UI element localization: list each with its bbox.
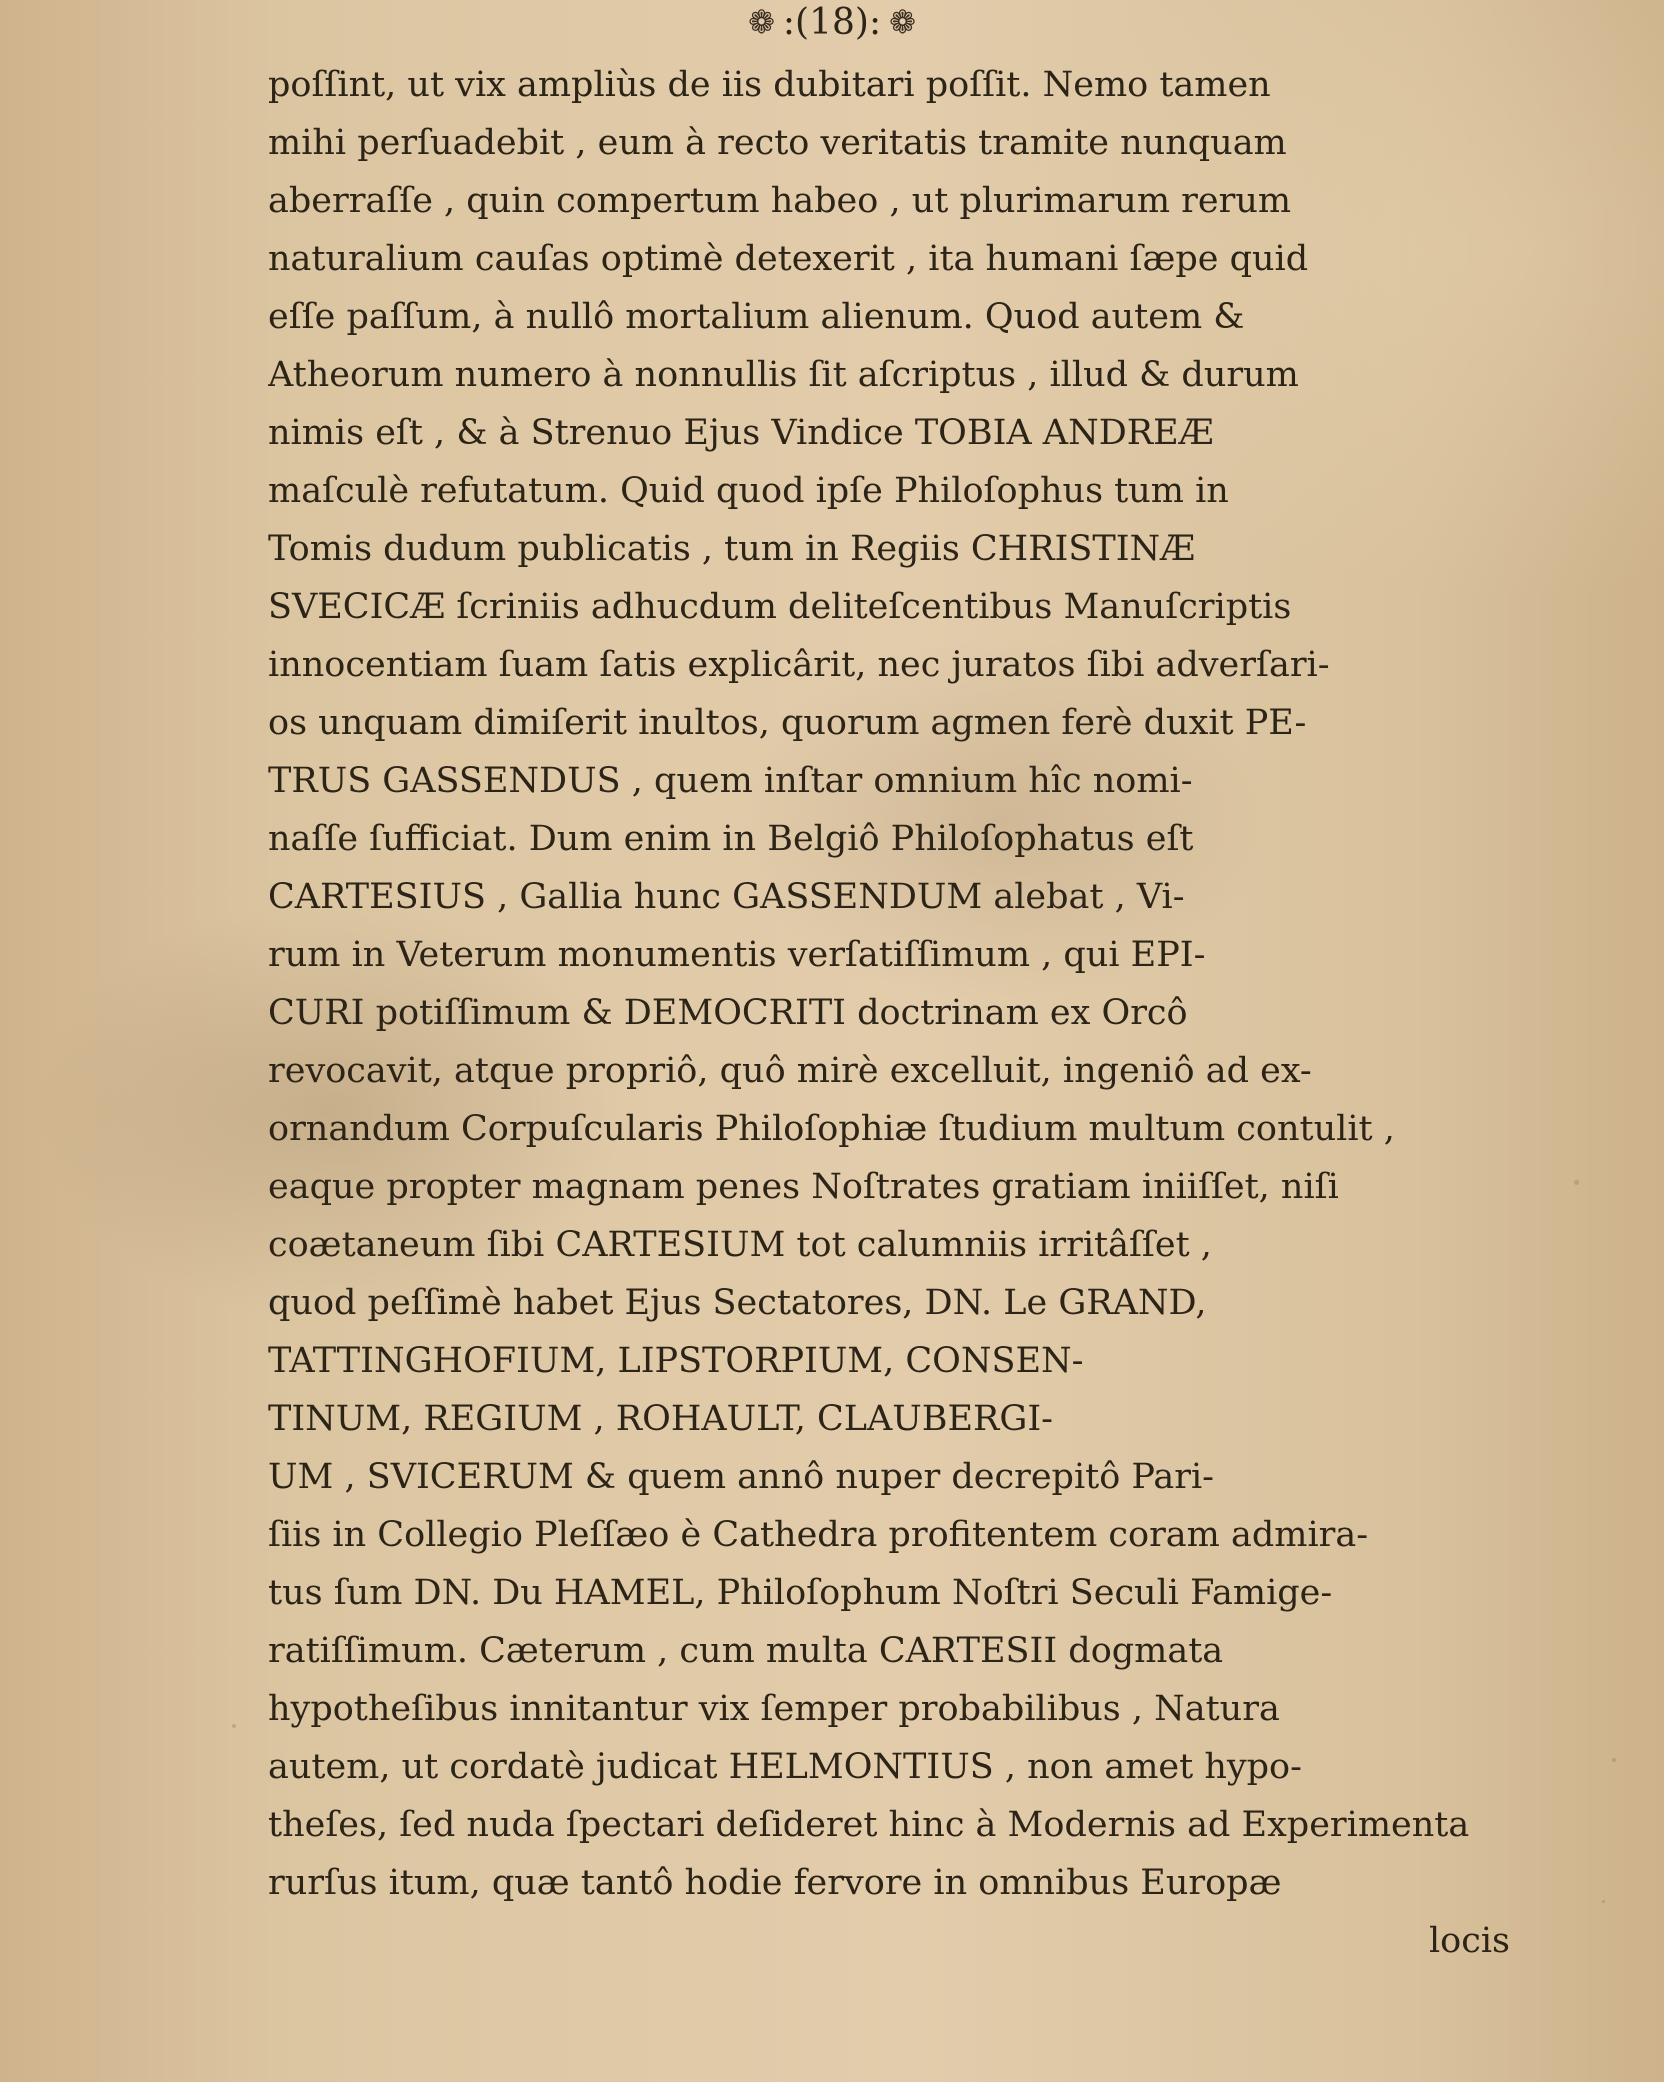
text-line: hypotheſibus innitantur vix ſemper probabilibus , Natura: [268, 1689, 1280, 1729]
text-line: rurſus itum, quæ tantô hodie fervore in omnibus Europæ: [268, 1863, 1282, 1903]
text-line: nimis eſt , & à Strenuo Ejus Vindice TOBIA ANDREÆ: [268, 413, 1214, 453]
text-line: Atheorum numero à nonnullis ſit aſcriptus , illud & durum: [268, 355, 1299, 395]
text-line: mihi perſuadebit , eum à recto veritatis tramite nunquam: [268, 123, 1287, 163]
text-line: Tomis dudum publicatis , tum in Regiis CHRISTINÆ: [268, 529, 1196, 569]
text-line: autem, ut cordatè judicat HELMONTIUS , non amet hypo-: [268, 1747, 1302, 1787]
text-line: naturalium cauſas optimè detexerit , ita humani ſæpe quid: [268, 239, 1309, 279]
text-line: revocavit, atque propriô, quô mirè excelluit, ingeniô ad ex-: [268, 1051, 1312, 1091]
page-header: [0, 0, 1664, 44]
text-line: CARTESIUS , Gallia hunc GASSENDUM alebat , Vi-: [268, 877, 1185, 917]
text-line: ornandum Corpuſcularis Philoſophiæ ſtudium multum contulit ,: [268, 1109, 1395, 1149]
text-line: poſſint, ut vix ampliùs de iis dubitari poſſit. Nemo tamen: [268, 65, 1271, 105]
catchword: locis: [1428, 1921, 1510, 1961]
text-line: eaque propter magnam penes Noſtrates gratiam iniiſſet, niſi: [268, 1167, 1339, 1207]
text-line: innocentiam ſuam ſatis explicârit, nec juratos ſibi adverſari-: [268, 645, 1330, 685]
text-line: SVECICÆ ſcriniis adhucdum deliteſcentibus Manuſcriptis: [268, 587, 1292, 627]
text-line: tus ſum DN. Du HAMEL, Philoſophum Noſtri Seculi Famige-: [268, 1573, 1333, 1613]
foxing-spot: [232, 1724, 236, 1728]
body-text: [268, 56, 1510, 1970]
text-line: TRUS GASSENDUS , quem inſtar omnium hîc nomi-: [268, 761, 1193, 801]
text-line: TINUM, REGIUM , ROHAULT, CLAUBERGI-: [268, 1399, 1053, 1439]
text-line: TATTINGHOFIUM, LIPSTORPIUM, CONSEN-: [268, 1341, 1084, 1381]
text-line: aberraſſe , quin compertum habeo , ut plurimarum rerum: [268, 181, 1292, 221]
flower-ornament-icon: ❁: [748, 3, 775, 41]
text-line: ratiſſimum. Cæterum , cum multa CARTESII dogmata: [268, 1631, 1224, 1671]
text-line: theſes, ſed nuda ſpectari deſideret hinc à Modernis ad Experimenta: [268, 1805, 1470, 1845]
text-line: os unquam dimiſerit inultos, quorum agmen ferè duxit PE-: [268, 703, 1307, 743]
foxing-spot: [1574, 1180, 1579, 1185]
text-line: CURI potiſſimum & DEMOCRITI doctrinam ex Orcô: [268, 993, 1188, 1033]
text-line: naſſe ſufficiat. Dum enim in Belgiô Philoſophatus eſt: [268, 819, 1194, 859]
text-line: quod peſſimè habet Ejus Sectatores, DN. Le GRAND,: [268, 1283, 1207, 1323]
text-line: ſiis in Collegio Pleſſæo è Cathedra profitentem coram admira-: [268, 1515, 1369, 1555]
text-line: eſſe paſſum, à nullô mortalium alienum. Quod autem &: [268, 297, 1245, 337]
text-line: maſculè refutatum. Quid quod ipſe Philoſophus tum in: [268, 471, 1229, 511]
flower-ornament-icon: ❁: [889, 3, 916, 41]
text-line: rum in Veterum monumentis verſatiſſimum , qui EPI-: [268, 935, 1206, 975]
foxing-spot: [1602, 1900, 1605, 1903]
page-number: :(18):: [782, 1, 882, 43]
text-line: coætaneum ſibi CARTESIUM tot calumniis irritâſſet ,: [268, 1225, 1212, 1265]
foxing-spot: [1612, 1758, 1616, 1762]
text-line: UM , SVICERUM & quem annô nuper decrepitô Pari-: [268, 1457, 1215, 1497]
